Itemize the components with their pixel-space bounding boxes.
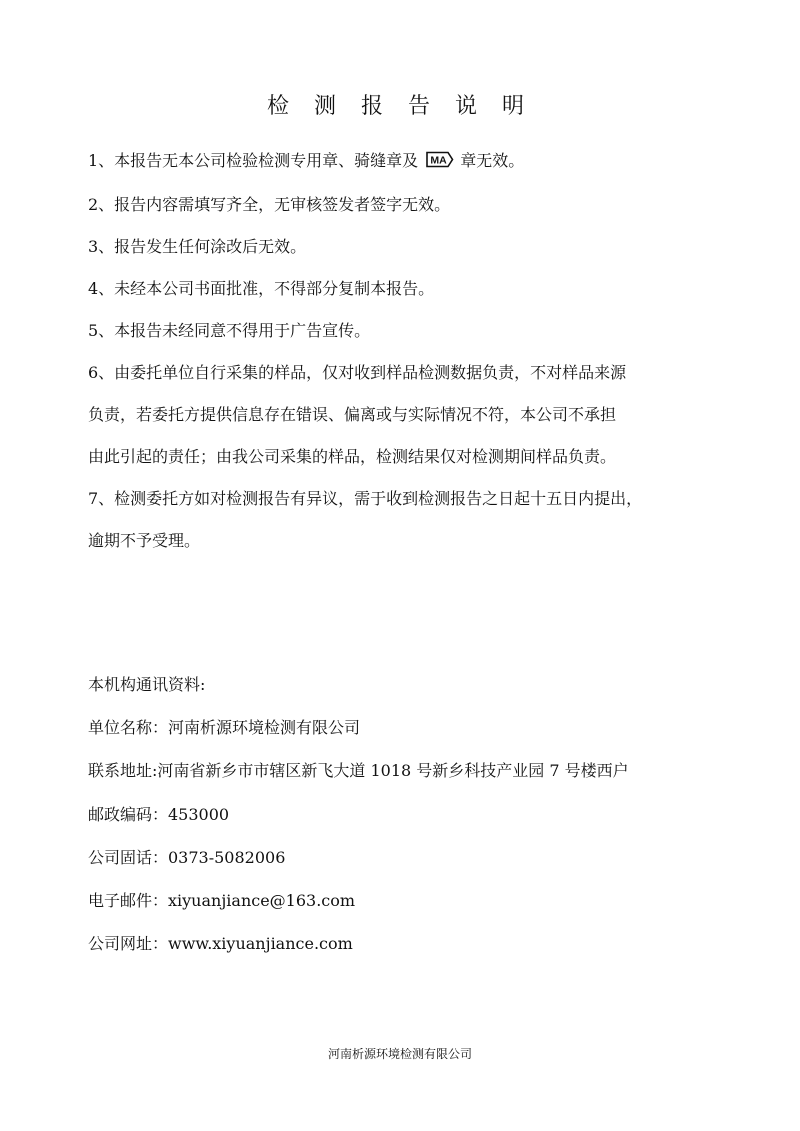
contact-heading: 本机构通讯资料:: [88, 675, 206, 694]
contact-phone: 公司固话：0373-5082006: [88, 847, 286, 867]
note-5: 5、本报告未经同意不得用于广告宣传。: [88, 321, 371, 340]
note-1-text-after: 章无效。: [460, 151, 525, 170]
note-6-line-2: 负责，若委托方提供信息存在错误、偏离或与实际情况不符，本公司不承担: [88, 405, 617, 424]
note-3: 3、报告发生任何涂改后无效。: [88, 237, 307, 256]
contact-postcode: 邮政编码：453000: [88, 804, 230, 824]
contact-address: 联系地址:河南省新乡市市辖区新飞大道 1018 号新乡科技产业园 7 号楼西户: [88, 761, 629, 781]
note-6-line-1: 6、由委托单位自行采集的样品，仅对收到样品检测数据负责，不对样品来源: [88, 363, 627, 382]
page-footer: 河南析源环境检测有限公司: [327, 1047, 472, 1061]
contact-website: 公司网址：www.xiyuanjiance.com: [88, 934, 353, 954]
ma-seal-icon: [424, 142, 454, 184]
note-6-line-3: 由此引起的责任；由我公司采集的样品，检测结果仅对检测期间样品负责。: [88, 447, 617, 466]
note-1-text-before: 1、本报告无本公司检验检测专用章、骑缝章及: [88, 151, 419, 170]
page-title: 检 测 报 告 说 明: [267, 94, 533, 119]
note-4: 4、未经本公司书面批准，不得部分复制本报告。: [88, 279, 435, 298]
note-7-line-1: 7、检测委托方如对检测报告有异议，需于收到检测报告之日起十五日内提出，: [88, 489, 643, 508]
note-2: 2、报告内容需填写齐全，无审核签发者签字无效。: [88, 195, 451, 214]
notes-list: [88, 140, 713, 562]
note-7-line-2: 逾期不予受理。: [88, 531, 201, 550]
contact-email: 电子邮件：xiyuanjiance@163.com: [88, 891, 356, 911]
contact-company-name: 单位名称：河南析源环境检测有限公司: [88, 718, 361, 738]
contact-info: [88, 663, 728, 965]
note-1: [88, 140, 713, 184]
ma-seal-text: MA: [430, 154, 447, 167]
